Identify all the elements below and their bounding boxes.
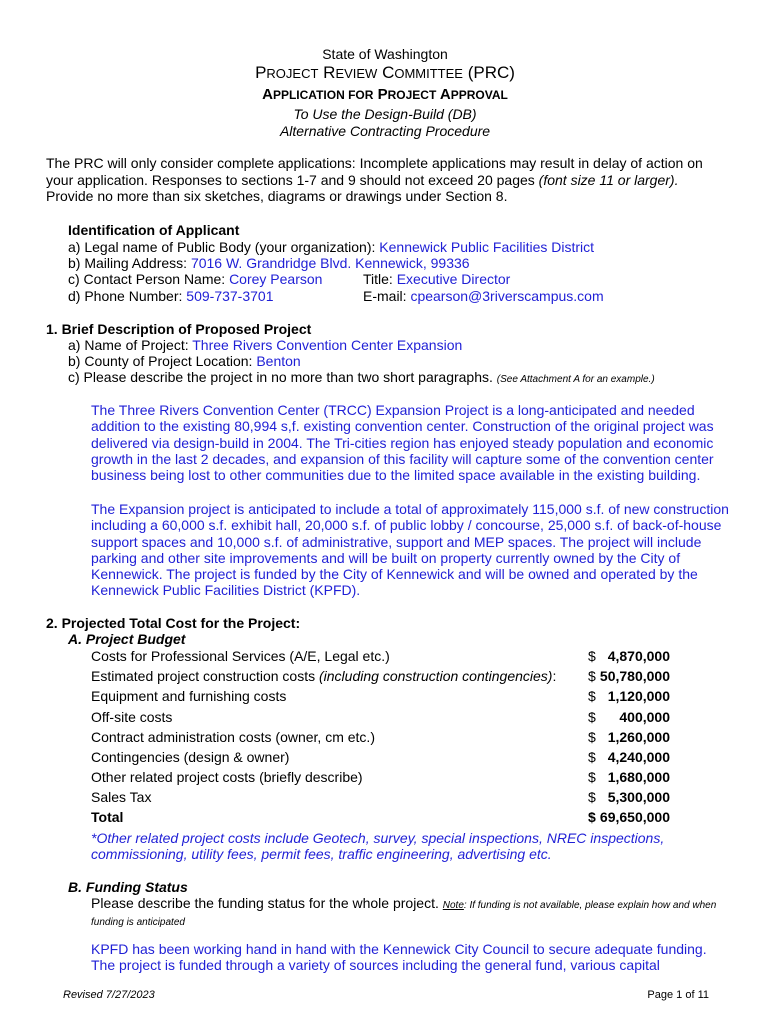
project-budget-heading: A. Project Budget (68, 631, 186, 647)
legal-name-label: a) Legal name of Public Body (your organization): (68, 239, 380, 255)
funding-note-text: : If funding is not available, please explain how and when funding is anticipated (91, 900, 717, 928)
prc-abbr: (PRC) (467, 63, 515, 82)
cost-label-contract-admin: Contract administration costs (owner, cm etc.) (91, 729, 375, 745)
phone-row (68, 288, 273, 304)
cost-value-contingencies: 4,240,000 (607, 749, 670, 765)
cost-dollar-construction: $ (588, 668, 596, 684)
title-label: Title: (363, 271, 397, 287)
section1-heading: 1. Brief Description of Proposed Project (46, 321, 312, 337)
mailing-address-label: b) Mailing Address: (68, 255, 191, 271)
construction-label-suffix: : (552, 668, 557, 684)
contact-name-value: Corey Pearson (229, 271, 323, 287)
app-roject: ROJECT (387, 88, 437, 102)
cost-label-professional: Costs for Professional Services (A/E, Legal etc.) (91, 648, 390, 664)
cost-dollar-contract-admin: $ (588, 729, 596, 745)
email-value: cpearson@3riverscampus.com (410, 288, 604, 304)
intro-italic: (font size 11 or larger). (538, 171, 679, 188)
cost-dollar-equipment: $ (588, 688, 596, 704)
app-a2: A (439, 86, 451, 103)
contact-name-row (68, 271, 322, 287)
cost-value-other: 1,680,000 (607, 769, 670, 785)
cost-label-total: Total (91, 809, 124, 825)
mailing-address-row (68, 255, 470, 271)
cost-dollar-sales-tax: $ (588, 789, 596, 805)
email-label: E-mail: (363, 288, 411, 304)
funding-prompt-text: Please describe the funding status for the whole project. (91, 895, 443, 911)
subtitle-1: To Use the Design-Build (DB) (293, 106, 477, 122)
cost-label-equipment: Equipment and furnishing costs (91, 688, 287, 704)
project-paragraph-2: The Expansion project is anticipated to include a total of approximately 115,000 s.f. of new construction including a 60,000 s.f. exhibit hall, 20,000 s.f. of public lobby / concourse, 25,000 s.f. of back-of-house support spaces and 10,000 s.f. of administrative, support and MEP spaces. The project will include parking and other site improvements and will be built on property currently owned by the City of Kennewick. The project is funded by the City of Kennewick and will be owned and operated by the Kennewick Public Facilities District (KPFD). (91, 501, 729, 599)
cost-value-professional: 4,870,000 (607, 648, 670, 664)
app-pproval: PPROVAL (450, 88, 508, 102)
section2-heading: 2. Projected Total Cost for the Project: (46, 615, 301, 631)
county-value: Benton (256, 353, 301, 369)
describe-label: c) Please describe the project in no more than two short paragraphs. (68, 369, 497, 385)
construction-label-italic: (including construction contingencies) (319, 668, 553, 684)
cost-value-construction: 50,780,000 (599, 668, 670, 684)
cost-dollar-offsite: $ (588, 709, 596, 725)
project-name-label: a) Name of Project: (68, 337, 193, 353)
app-pplication: PPLICATION FOR (272, 88, 374, 102)
page-number: Page 1 of 11 (647, 989, 709, 1001)
prc-c: C (382, 63, 395, 82)
prc-eview: EVIEW (335, 66, 378, 81)
cost-value-offsite: 400,000 (619, 709, 670, 725)
phone-value: 509-737-3701 (186, 288, 274, 304)
cost-value-contract-admin: 1,260,000 (607, 729, 670, 745)
cost-value-sales-tax: 5,300,000 (607, 789, 670, 805)
contact-name-label: c) Contact Person Name: (68, 271, 230, 287)
cost-label-contingencies: Contingencies (design & owner) (91, 749, 290, 765)
cost-value-total: 69,650,000 (599, 809, 670, 825)
county-label: b) County of Project Location: (68, 353, 257, 369)
cost-label-sales-tax: Sales Tax (91, 789, 152, 805)
prc-roject: ROJECT (266, 66, 319, 81)
email-row (363, 288, 604, 304)
county-row (68, 353, 301, 369)
legal-name-value: Kennewick Public Facilities District (379, 239, 595, 255)
title-value: Executive Director (396, 271, 511, 287)
intro-text: The PRC will only consider complete applications: Incomplete applications may result in delay of action on your application. Responses to sections 1-7 and 9 should not exceed 20 pages (46, 155, 703, 188)
cost-label-offsite: Off-site costs (91, 709, 173, 725)
subtitle-2: Alternative Contracting Procedure (279, 123, 491, 139)
cost-label-other: Other related project costs (briefly describe) (91, 769, 363, 785)
cost-dollar-total: $ (588, 809, 596, 825)
describe-note: (See Attachment A for an example.) (496, 374, 655, 385)
project-name-row (68, 337, 462, 353)
intro-text-2: Provide no more than six sketches, diagrams or drawings under Section 8. (46, 188, 508, 204)
application-title (0, 86, 770, 103)
committee-title (0, 63, 770, 83)
cost-dollar-contingencies: $ (588, 749, 596, 765)
funding-paragraph: KPFD has been working hand in hand with the Kennewick City Council to secure adequate funding. The project is funded through a variety of sources including the general fund, various capital (91, 941, 707, 974)
describe-row (68, 369, 655, 385)
cost-label-construction (91, 668, 556, 684)
other-costs-note: *Other related project costs include Geotech, survey, special inspections, NREC inspections, commissioning, utility fees, permit fees, traffic engineering, advertising etc. (91, 830, 665, 863)
prc-p: P (255, 63, 267, 82)
project-name-value: Three Rivers Convention Center Expansion (192, 337, 463, 353)
state-title: State of Washington (322, 46, 448, 62)
prc-r: R (323, 63, 336, 82)
identification-heading: Identification of Applicant (68, 222, 240, 238)
revised-date: Revised 7/27/2023 (63, 989, 155, 1001)
cost-dollar-other: $ (588, 769, 596, 785)
funding-note-label: Note (442, 900, 464, 911)
project-paragraph-1: The Three Rivers Convention Center (TRCC) Expansion Project is a long-anticipated and needed addition to the existing 80,994 s,f. existing convention center. Construction of the original project was delivered via design-build in 2004. The Tri-cities region has enjoyed steady population and economic growth in the last 2 decades, and expansion of this facility will capture some of the convention center business being lost to other communities due to the limited space available in the existing building. (91, 402, 714, 484)
app-a: A (262, 86, 273, 103)
funding-status-prompt (91, 896, 731, 930)
mailing-address-value: 7016 W. Grandridge Blvd. Kennewick, 99336 (190, 255, 470, 271)
prc-ommittee: OMMITTEE (394, 66, 463, 81)
phone-label: d) Phone Number: (68, 288, 187, 304)
funding-status-heading: B. Funding Status (68, 879, 188, 895)
cost-dollar-professional: $ (588, 648, 596, 664)
cost-value-equipment: 1,120,000 (607, 688, 670, 704)
intro-paragraph (46, 155, 726, 205)
legal-name-row (68, 239, 594, 255)
app-p: P (377, 86, 388, 103)
title-row (363, 271, 510, 287)
construction-label-text: Estimated project construction costs (91, 668, 319, 684)
